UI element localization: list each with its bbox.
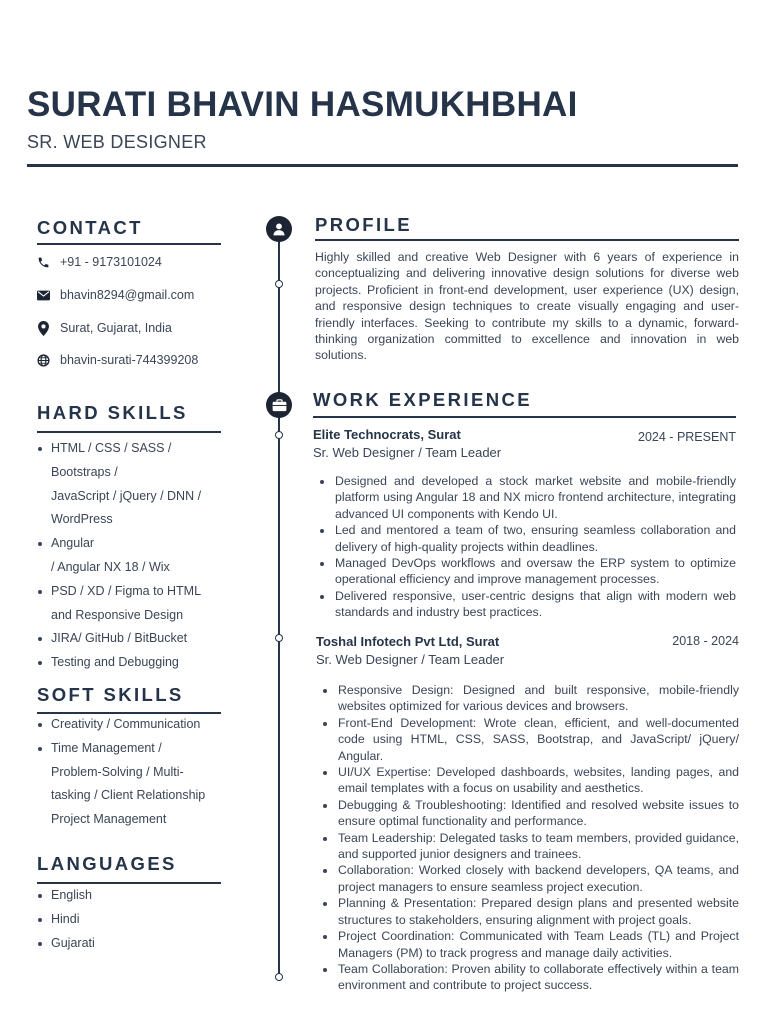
hard-skills-divider bbox=[37, 431, 221, 433]
location-pin-icon bbox=[37, 322, 50, 335]
list-item: English bbox=[37, 884, 95, 908]
contact-website[interactable] bbox=[37, 350, 198, 370]
briefcase-icon bbox=[266, 392, 292, 418]
list-item: Testing and Debugging bbox=[37, 651, 201, 675]
timeline-dot bbox=[275, 634, 283, 642]
list-item: Led and mentored a team of two, ensuring seamless collaboration and delivery of high-quality projects within deadlines. bbox=[313, 522, 736, 555]
phone-text: +91 - 9173101024 bbox=[60, 255, 162, 269]
job-role: Sr. Web Designer / Team Leader bbox=[316, 652, 505, 667]
list-item: Gujarati bbox=[37, 932, 95, 956]
candidate-name: SURATI BHAVIN HASMUKHBHAI bbox=[27, 85, 578, 124]
soft-skills-list bbox=[37, 713, 205, 832]
list-item: Collaboration: Worked closely with backend developers, QA teams, and project managers to ensure seamless project execution. bbox=[316, 862, 739, 895]
user-icon bbox=[266, 216, 292, 242]
hard-skills-heading: HARD SKILLS bbox=[37, 402, 188, 423]
list-item: Designed and developed a stock market website and mobile-friendly platform using Angular 18 and NX micro frontend architecture, integrating advanced UI components with Kendo UI. bbox=[313, 473, 736, 522]
soft-skills-heading: SOFT SKILLS bbox=[37, 684, 184, 705]
contact-location bbox=[37, 318, 172, 338]
list-item: Team Leadership: Delegated tasks to team members, provided guidance, and supported junior designers and trainees. bbox=[316, 830, 739, 863]
list-item: Creativity / Communication bbox=[37, 713, 205, 737]
list-item: Delivered responsive, user-centric designs that align with modern web standards and industry best practices. bbox=[313, 588, 736, 621]
job-company: Toshal Infotech Pvt Ltd, Surat bbox=[316, 634, 500, 649]
job-dates: 2018 - 2024 bbox=[672, 634, 739, 648]
list-item: Angular / Angular NX 18 / Wix bbox=[37, 532, 201, 580]
job-company: Elite Technocrats, Surat bbox=[313, 427, 461, 442]
location-text: Surat, Gujarat, India bbox=[60, 321, 172, 335]
timeline-dot bbox=[275, 280, 283, 288]
list-item: Responsive Design: Designed and built responsive, mobile-friendly websites optimized for various devices and browsers. bbox=[316, 682, 739, 715]
timeline-dot bbox=[275, 431, 283, 439]
list-item: Planning & Presentation: Prepared design plans and presented website structures to stakeholders, ensuring alignment with project goals. bbox=[316, 895, 739, 928]
candidate-title: SR. WEB DESIGNER bbox=[27, 132, 207, 152]
timeline-dot bbox=[275, 973, 283, 981]
email-text: bhavin8294@gmail.com bbox=[60, 288, 195, 302]
profile-heading: PROFILE bbox=[315, 214, 412, 235]
contact-phone[interactable] bbox=[37, 252, 162, 272]
phone-icon bbox=[37, 256, 50, 269]
globe-icon bbox=[37, 354, 50, 367]
job-role: Sr. Web Designer / Team Leader bbox=[313, 445, 502, 460]
timeline-line bbox=[278, 238, 280, 978]
job-bullets bbox=[316, 682, 739, 994]
list-item: PSD / XD / Figma to HTML and Responsive Design bbox=[37, 580, 201, 628]
list-item: UI/UX Expertise: Developed dashboards, websites, landing pages, and email templates with a focus on usability and aesthetics. bbox=[316, 764, 739, 797]
profile-divider bbox=[315, 239, 739, 241]
list-item: Team Collaboration: Proven ability to collaborate effectively within a team environment and contribute to project success. bbox=[316, 961, 739, 994]
hard-skills-list bbox=[37, 437, 201, 675]
header-divider bbox=[27, 164, 738, 167]
languages-heading: LANGUAGES bbox=[37, 853, 177, 874]
languages-list bbox=[37, 884, 95, 955]
work-experience-divider bbox=[313, 416, 736, 418]
contact-heading: CONTACT bbox=[37, 217, 143, 238]
website-text: bhavin-surati-744399208 bbox=[60, 353, 199, 367]
list-item: Managed DevOps workflows and oversaw the ERP system to optimize operational efficiency and improve management processes. bbox=[313, 555, 736, 588]
list-item: Hindi bbox=[37, 908, 95, 932]
email-icon bbox=[37, 289, 50, 302]
work-experience-heading: WORK EXPERIENCE bbox=[313, 389, 532, 410]
job-bullets bbox=[313, 473, 736, 621]
list-item: HTML / CSS / SASS / Bootstraps / JavaScript / jQuery / DNN / WordPress bbox=[37, 437, 201, 532]
list-item: JIRA/ GitHub / BitBucket bbox=[37, 627, 201, 651]
list-item: Debugging & Troubleshooting: Identified and resolved website issues to ensure optimal functionality and performance. bbox=[316, 797, 739, 830]
list-item: Time Management / Problem-Solving / Multi- tasking / Client Relationship Project Management bbox=[37, 737, 205, 832]
list-item: Project Coordination: Communicated with Team Leads (TL) and Project Managers (PM) to track progress and manage daily activities. bbox=[316, 928, 739, 961]
list-item: Front-End Development: Wrote clean, efficient, and well-documented code using HTML, CSS, SASS, Bootstrap, and JavaScript/ jQuery/ Angular. bbox=[316, 715, 739, 764]
contact-email[interactable] bbox=[37, 285, 194, 305]
profile-summary: Highly skilled and creative Web Designer with 6 years of experience in conceptualizing and delivering innovative design solutions for diverse web projects. Proficient in front-end development, user experience (UX) design, and responsive design techniques to create visually engaging and user-friendly interfaces. Seeking to contribute my skills to a dynamic, forward-thinking organization committed to excellence and innovation in web solutions. bbox=[315, 250, 739, 363]
job-dates: 2024 - PRESENT bbox=[638, 430, 736, 444]
contact-divider bbox=[37, 243, 221, 245]
